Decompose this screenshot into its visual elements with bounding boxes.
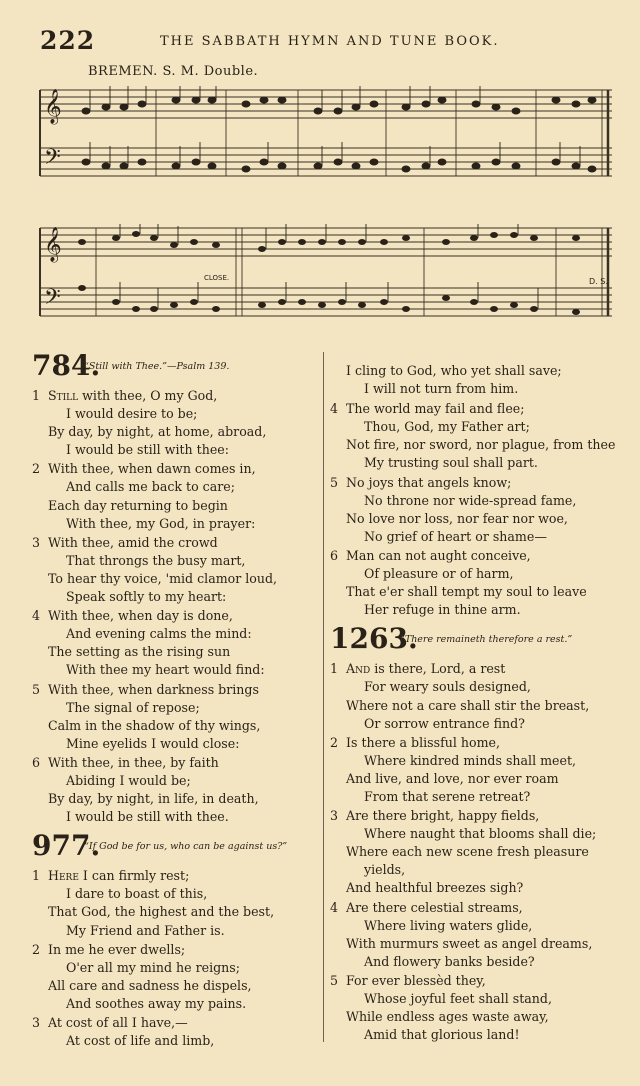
verse-line-text: With thee, in thee, by faith bbox=[48, 754, 219, 770]
verse-number: 1 bbox=[32, 868, 41, 884]
verse-line-text: The world may fail and flee; bbox=[346, 401, 525, 417]
left-column bbox=[32, 349, 322, 1050]
right-column bbox=[330, 362, 620, 1045]
verse-line-text: No joys that angels know; bbox=[346, 474, 512, 490]
verse-line bbox=[32, 1014, 322, 1032]
verse bbox=[330, 400, 620, 472]
verse-line: I dare to boast of this, bbox=[66, 886, 208, 902]
verse-number: 6 bbox=[330, 547, 339, 563]
verse-line-text: For ever blessèd they, bbox=[346, 972, 486, 988]
verse-line: From that serene retreat? bbox=[364, 788, 531, 804]
verse-line: Where naught that blooms shall die; bbox=[364, 826, 597, 842]
tune-title: BREMEN. S. M. Double. bbox=[88, 64, 259, 79]
verse-line: That throngs the busy mart, bbox=[66, 552, 246, 568]
verse-line bbox=[330, 400, 620, 418]
page-number: 222 bbox=[40, 26, 96, 55]
verse bbox=[32, 941, 322, 1013]
verse-line-text: Are there bright, happy fields, bbox=[346, 808, 540, 824]
verse-line bbox=[32, 681, 322, 699]
verse-line: With thee my heart would find: bbox=[66, 662, 265, 678]
verse-line-text: With thee, when darkness brings bbox=[48, 681, 259, 697]
verse-line: Thou, God, my Father art; bbox=[364, 419, 530, 435]
hymn-number: 784 . bbox=[32, 349, 100, 382]
verse-line: Speak softly to my heart: bbox=[66, 589, 227, 605]
page-header bbox=[40, 26, 600, 56]
verse-line: Whose joyful feet shall stand, bbox=[364, 991, 552, 1006]
verse-number: 3 bbox=[330, 808, 339, 824]
verse-number: 3 bbox=[32, 534, 41, 550]
verse-line: For weary souls designed, bbox=[364, 679, 531, 695]
svg-text:𝄞: 𝄞 bbox=[44, 227, 62, 262]
verse bbox=[32, 534, 322, 606]
verse bbox=[330, 660, 620, 732]
music-system-2 bbox=[36, 224, 616, 334]
verse-line: No love nor loss, nor fear nor woe, bbox=[346, 510, 568, 526]
close-mark: CLOSE. bbox=[204, 274, 230, 282]
verse bbox=[32, 754, 322, 826]
verse-line: I would be still with thee: bbox=[66, 442, 229, 458]
verse bbox=[330, 474, 620, 546]
verse-line: That e'er shall tempt my soul to leave bbox=[346, 584, 587, 600]
verse-line-text: In me he ever dwells; bbox=[48, 941, 186, 957]
verse-number: 2 bbox=[32, 941, 41, 957]
verse bbox=[32, 681, 322, 753]
verse-line: Calm in the shadow of thy wings, bbox=[48, 717, 261, 733]
verse-line: Of pleasure or of harm, bbox=[364, 566, 514, 582]
verse-line: Where not a care shall stir the breast, bbox=[346, 697, 590, 713]
verse-line: yields, bbox=[364, 862, 406, 878]
verse-line: Amid that glorious land! bbox=[364, 1027, 520, 1043]
verse-number: 5 bbox=[330, 474, 339, 490]
verse-number: 6 bbox=[32, 754, 41, 770]
hymn-reference: “If God be for us, who can be against us?” bbox=[84, 841, 288, 853]
verse-line: Not fire, nor sword, nor plague, from thee bbox=[346, 437, 616, 453]
hymn-reference: “Still with Thee.”—Psalm 139. bbox=[84, 361, 230, 372]
verse bbox=[330, 899, 620, 971]
hymn-1263-verses bbox=[330, 660, 620, 1044]
verse bbox=[330, 807, 620, 897]
verse-line bbox=[32, 534, 322, 552]
verse-number: 1 bbox=[330, 661, 339, 677]
verse-line: With murmurs sweet as angel dreams, bbox=[346, 935, 593, 951]
hymn-1263-heading bbox=[330, 622, 620, 658]
verse-line: My Friend and Father is. bbox=[66, 922, 225, 938]
verse-line: I cling to God, who yet shall save; bbox=[346, 363, 562, 378]
verse-line: I will not turn from him. bbox=[364, 381, 519, 397]
svg-text:𝄢: 𝄢 bbox=[44, 285, 61, 315]
verse-number: 4 bbox=[32, 608, 41, 624]
verse-number: 2 bbox=[330, 734, 339, 750]
verse-line: Where living waters glide, bbox=[364, 917, 533, 933]
hymn-784-verses bbox=[32, 387, 322, 826]
verse-line bbox=[330, 547, 620, 565]
verse-line bbox=[32, 460, 322, 478]
verse-number: 5 bbox=[32, 681, 41, 697]
verse-number: 4 bbox=[330, 401, 339, 417]
verse-line: The setting as the rising sun bbox=[48, 644, 231, 660]
verse-line: With thee, my God, in prayer: bbox=[66, 515, 256, 531]
svg-text:𝄞: 𝄞 bbox=[44, 89, 62, 124]
hymn-784-heading bbox=[32, 349, 322, 385]
verse-line bbox=[32, 607, 322, 625]
verse-line: To hear thy voice, 'mid clamor loud, bbox=[48, 570, 278, 586]
verse-line-text: Still with thee, O my God, bbox=[48, 388, 218, 403]
verse-line bbox=[330, 474, 620, 492]
verse-line-text: With thee, amid the crowd bbox=[48, 534, 218, 550]
hymn-977-verses-continued bbox=[330, 362, 620, 619]
verse-line-text: Is there a blissful home, bbox=[346, 734, 500, 750]
verse bbox=[330, 972, 620, 1044]
verse-number: 4 bbox=[330, 899, 339, 915]
verse-line: O'er all my mind he reigns; bbox=[66, 959, 240, 975]
verse-line: Where each new scene fresh pleasure bbox=[346, 844, 589, 860]
verse-line: While endless ages waste away, bbox=[346, 1009, 549, 1025]
verse-line: By day, by night, in life, in death, bbox=[48, 791, 259, 807]
verse-line: And soothes away my pains. bbox=[66, 995, 247, 1011]
verse-line bbox=[32, 754, 322, 772]
hymn-977-verses bbox=[32, 867, 322, 1050]
music-system-1 bbox=[36, 86, 616, 194]
svg-text:𝄢: 𝄢 bbox=[44, 145, 61, 175]
verse-line: My trusting soul shall part. bbox=[364, 455, 538, 471]
verse-line: Or sorrow entrance find? bbox=[364, 715, 525, 731]
verse-line bbox=[330, 734, 620, 752]
bass-clef-icon bbox=[44, 285, 61, 315]
hymn-number: 977 . bbox=[32, 829, 100, 862]
verse-line bbox=[32, 867, 322, 885]
verse-line bbox=[330, 660, 620, 678]
treble-clef-icon bbox=[44, 89, 62, 125]
verse-line: I would desire to be; bbox=[66, 406, 198, 422]
hymn-reference: “There remaineth therefore a rest.” bbox=[400, 634, 573, 646]
bass-clef-icon bbox=[44, 145, 61, 175]
verse-line: That God, the highest and the best, bbox=[48, 904, 275, 920]
verse-line: Mine eyelids I would close: bbox=[66, 735, 240, 751]
hymn-number: 1263 . bbox=[330, 622, 418, 655]
verse-line: And healthful breezes sigh? bbox=[346, 880, 524, 896]
verse-line: All care and sadness he dispels, bbox=[48, 977, 252, 993]
verse-line: Her refuge in thine arm. bbox=[364, 602, 521, 618]
running-title: THE SABBATH HYMN AND TUNE BOOK. bbox=[160, 34, 500, 49]
verse bbox=[330, 734, 620, 806]
verse bbox=[32, 607, 322, 679]
verse-line-text: Are there celestial streams, bbox=[346, 899, 523, 915]
verse bbox=[330, 547, 620, 619]
verse-line-text: Here I can firmly rest; bbox=[48, 868, 190, 884]
verse-line-text: And is there, Lord, a rest bbox=[346, 661, 506, 677]
verse-number: 1 bbox=[32, 388, 41, 403]
verse-line: And evening calms the mind: bbox=[66, 626, 252, 642]
verse-line: Where kindred minds shall meet, bbox=[364, 752, 577, 768]
verse-line bbox=[330, 972, 620, 990]
hymn-977-heading bbox=[32, 829, 322, 865]
verse-line: By day, by night, at home, abroad, bbox=[48, 424, 267, 440]
verse bbox=[32, 867, 322, 939]
verse-number: 5 bbox=[330, 972, 339, 988]
verse-line-text: At cost of all I have,— bbox=[48, 1015, 188, 1030]
verse bbox=[32, 460, 322, 532]
verse-line bbox=[32, 941, 322, 959]
verse-line: No throne nor wide-spread fame, bbox=[364, 492, 577, 508]
verse-line-text: With thee, when dawn comes in, bbox=[48, 461, 256, 477]
verse-line-text: Man can not aught conceive, bbox=[346, 547, 531, 563]
ds-mark: D. S. bbox=[589, 277, 608, 286]
verse-line: And flowery banks beside? bbox=[364, 953, 535, 969]
verse-line: And calls me back to care; bbox=[66, 479, 235, 495]
verse-line bbox=[330, 807, 620, 825]
verse-line bbox=[330, 899, 620, 917]
column-divider bbox=[323, 352, 324, 1042]
verse-number: 3 bbox=[32, 1015, 41, 1030]
verse-line: Each day returning to begin bbox=[48, 497, 228, 513]
verse-line bbox=[32, 387, 322, 405]
verse-line: Abiding I would be; bbox=[66, 772, 191, 788]
verse-line: I would be still with thee. bbox=[66, 809, 229, 825]
verse-number: 2 bbox=[32, 461, 41, 477]
verse-line: And live, and love, nor ever roam bbox=[346, 770, 559, 786]
verse-line-text: With thee, when day is done, bbox=[48, 608, 233, 624]
verse bbox=[32, 387, 322, 459]
verse-line: At cost of life and limb, bbox=[66, 1033, 215, 1049]
treble-clef-icon bbox=[44, 227, 62, 263]
verse-line: The signal of repose; bbox=[66, 699, 200, 715]
verse-line: No grief of heart or shame— bbox=[364, 528, 547, 544]
